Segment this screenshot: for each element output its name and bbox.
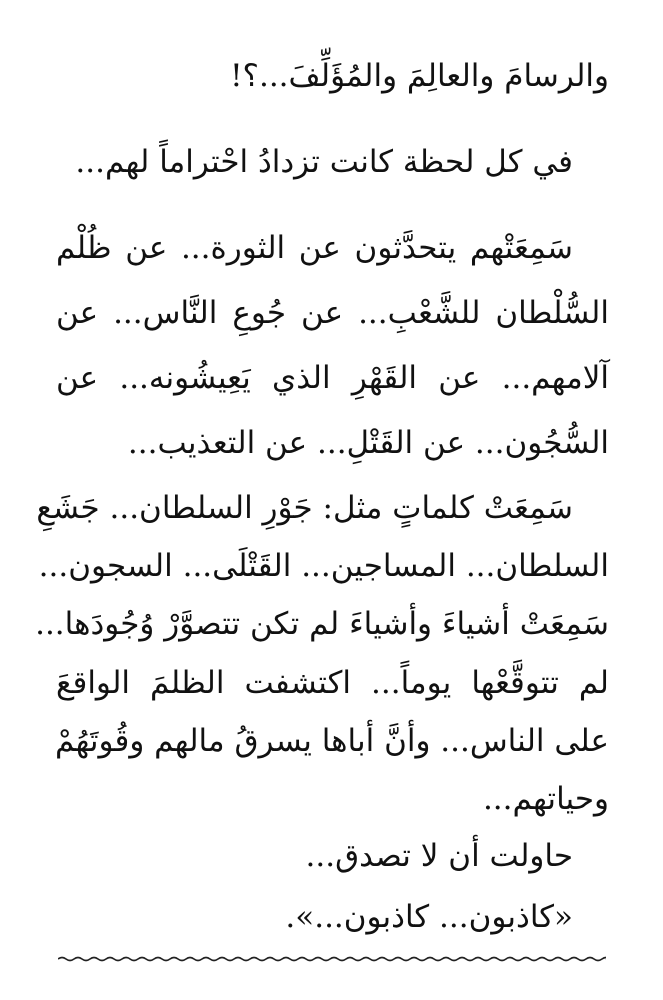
text-line: السُّجُون... عن القَتْلِ... عن التعذيب...	[127, 425, 609, 461]
text-line: السُّلْطان للشَّعْبِ... عن جُوعِ النَّاس... عن	[56, 295, 609, 331]
text-line: سَمِعَتْ أشياءَ وأشياءَ لم تكن تتصوَّرْ وُجُودَها...	[35, 606, 609, 642]
text-line: في كل لحظة كانت تزدادُ احْتراماً لهم...	[75, 144, 573, 180]
text-line: لم تتوقَّعْها يوماً... اكتشفت الظلمَ الواقعَ	[56, 665, 609, 701]
text-line: السلطان... المساجين... القَتْلَى... السجون...	[38, 548, 609, 584]
text-line: سَمِعَتْهم يتحدَّثون عن الثورة... عن ظُلْم	[56, 230, 573, 266]
text-line: «كاذبون... كاذبون...».	[285, 899, 573, 935]
text-line: حاولت أن لا تصدق...	[305, 838, 573, 874]
text-line: على الناس... وأنَّ أباها يسرقُ مالهم وقُوتَهُمْ	[54, 723, 609, 759]
text-line: وحياتهم...	[482, 781, 609, 817]
text-line: والرسامَ والعالِمَ والمُؤَلِّفَ...؟!	[230, 58, 609, 94]
text-line: آلامهم... عن القَهْرِ الذي يَعِيشُونه... عن	[56, 360, 609, 396]
text-line: سَمِعَتْ كلماتٍ مثل: جَوْرِ السلطان... جَشَعِ	[36, 490, 573, 526]
wavy-divider-ornament	[58, 952, 606, 966]
